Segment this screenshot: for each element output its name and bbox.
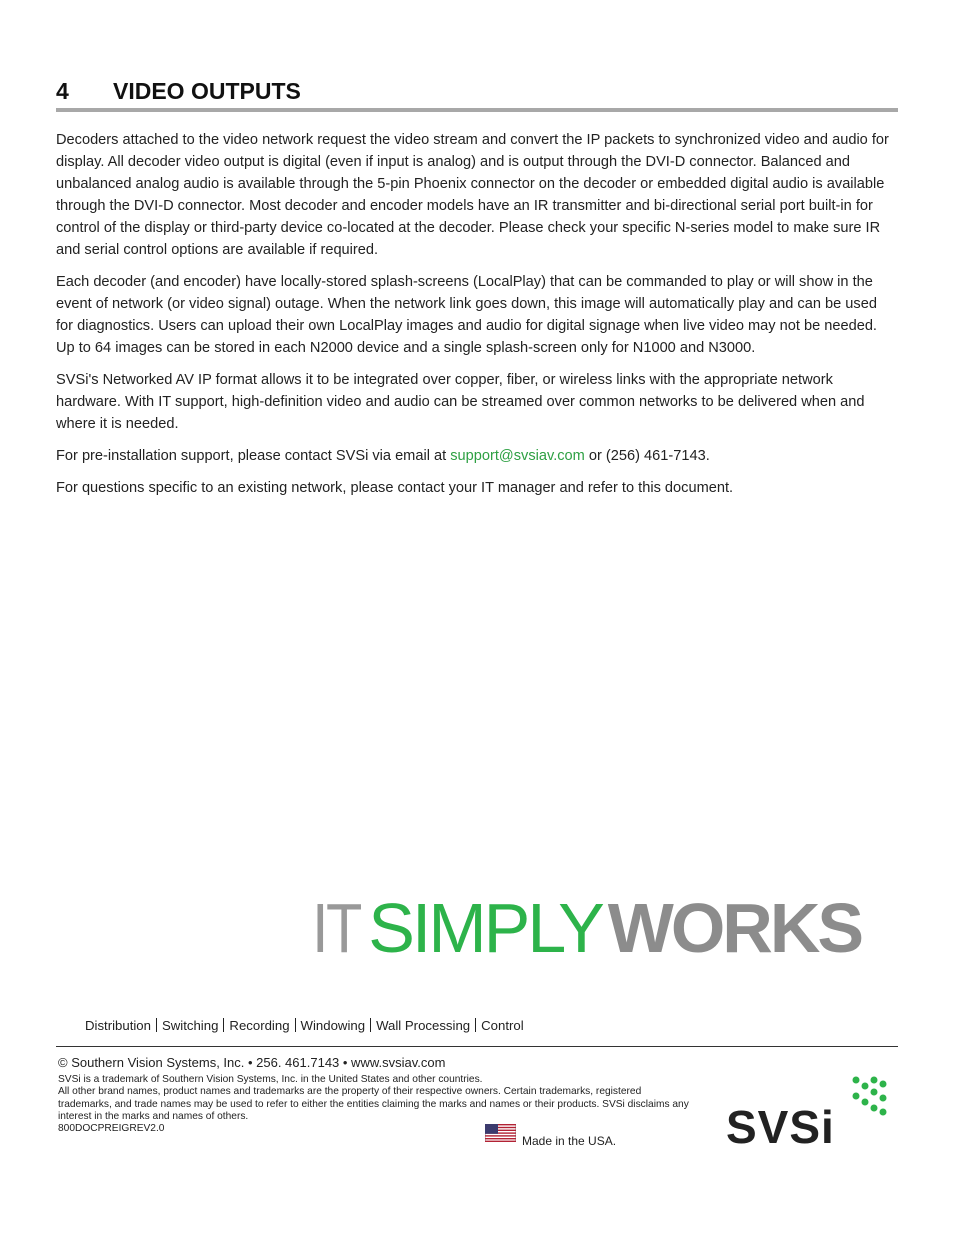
section-title: VIDEO OUTPUTS — [113, 78, 301, 104]
tagline-works: WORKS — [607, 889, 862, 967]
section-heading — [56, 78, 898, 112]
paragraph-closing: For questions specific to an existing network, please contact your IT manager and refer to this document. — [56, 480, 734, 496]
footer-legal — [58, 1074, 690, 1124]
service-windowing: Windowing — [300, 1018, 366, 1033]
service-distribution: Distribution — [85, 1018, 151, 1033]
services-list — [85, 1018, 524, 1033]
body-text — [56, 129, 898, 509]
svg-text:SVSi: SVSi — [726, 1101, 835, 1146]
footer-copyright: © Southern Vision Systems, Inc. • 256. 461.7143 • www.svsiav.com — [58, 1055, 446, 1070]
service-separator — [295, 1018, 296, 1032]
doc-number: 800DOCPREIGREV2.0 — [58, 1123, 165, 1134]
tagline — [312, 888, 861, 968]
service-separator — [156, 1018, 157, 1032]
support-email-link[interactable]: support@svsiav.com — [450, 448, 585, 464]
paragraph-decoders: Decoders attached to the video network request the video stream and convert the IP packets to synchronized video and audio for display. All decoder video output is digital (even if input is analog) and is output through the DVI-D connector. Balanced and unbalanced analog audio is available through the 5-pin Phoenix connector on the decoder or embedded digital audio is available through the DVI-D connector. Most decoder and encoder models have an IR transmitter and bi-directional serial port built-in for control of the display or third-party device co-located at the decoder. Please check your specific N-series model to make sure IR and serial control options are available if required. — [56, 132, 889, 258]
svsi-logo — [726, 1074, 892, 1146]
paragraph-localplay: Each decoder (and encoder) have locally-stored splash-screens (LocalPlay) that can be commanded to play or will show in the event of network (or video signal) outage. When the network link goes down, this image will automatically play and can be used for diagnostics. Users can upload their own LocalPlay images and audio for digital signage when live video may not be needed. Up to 64 images can be stored in each N2000 device and a single splash-screen only for N1000 and N3000. — [56, 274, 877, 356]
paragraph-networked-av: SVSi's Networked AV IP format allows it to be integrated over copper, fiber, or wireless links with the appropriate network hardware. With IT support, high-definition video and audio can be streamed over common networks to be delivered when and where it is needed. — [56, 372, 865, 432]
service-wall-processing: Wall Processing — [376, 1018, 471, 1033]
footer-divider — [56, 1046, 898, 1047]
service-control: Control — [481, 1018, 524, 1033]
legal-trademark: SVSi is a trademark of Southern Vision Systems, Inc. in the United States and other countries. — [58, 1074, 483, 1085]
contact-before: For pre-installation support, please contact SVSi via email at — [56, 448, 451, 464]
service-switching: Switching — [161, 1018, 219, 1033]
paragraph-contact — [56, 445, 898, 467]
tagline-it: IT — [312, 889, 360, 967]
service-separator — [475, 1018, 476, 1032]
us-flag-icon — [485, 1124, 516, 1142]
svsi-dots-icon — [853, 1077, 887, 1116]
service-separator — [370, 1018, 371, 1032]
service-separator — [223, 1018, 224, 1032]
section-number: 4 — [56, 78, 69, 104]
contact-after: or (256) 461-7143. — [584, 448, 710, 464]
made-in-usa: Made in the USA. — [522, 1134, 617, 1148]
legal-disclaimer: All other brand names, product names and trademarks are the property of their respective owners. Certain trademarks, registered trademarks, and trade names may be used to refer to either the entities claiming the marks and names or their products. SVSi disclaims any interest in the marks and names of others. — [58, 1086, 689, 1123]
tagline-simply: SIMPLY — [368, 889, 602, 967]
service-recording: Recording — [229, 1018, 290, 1033]
